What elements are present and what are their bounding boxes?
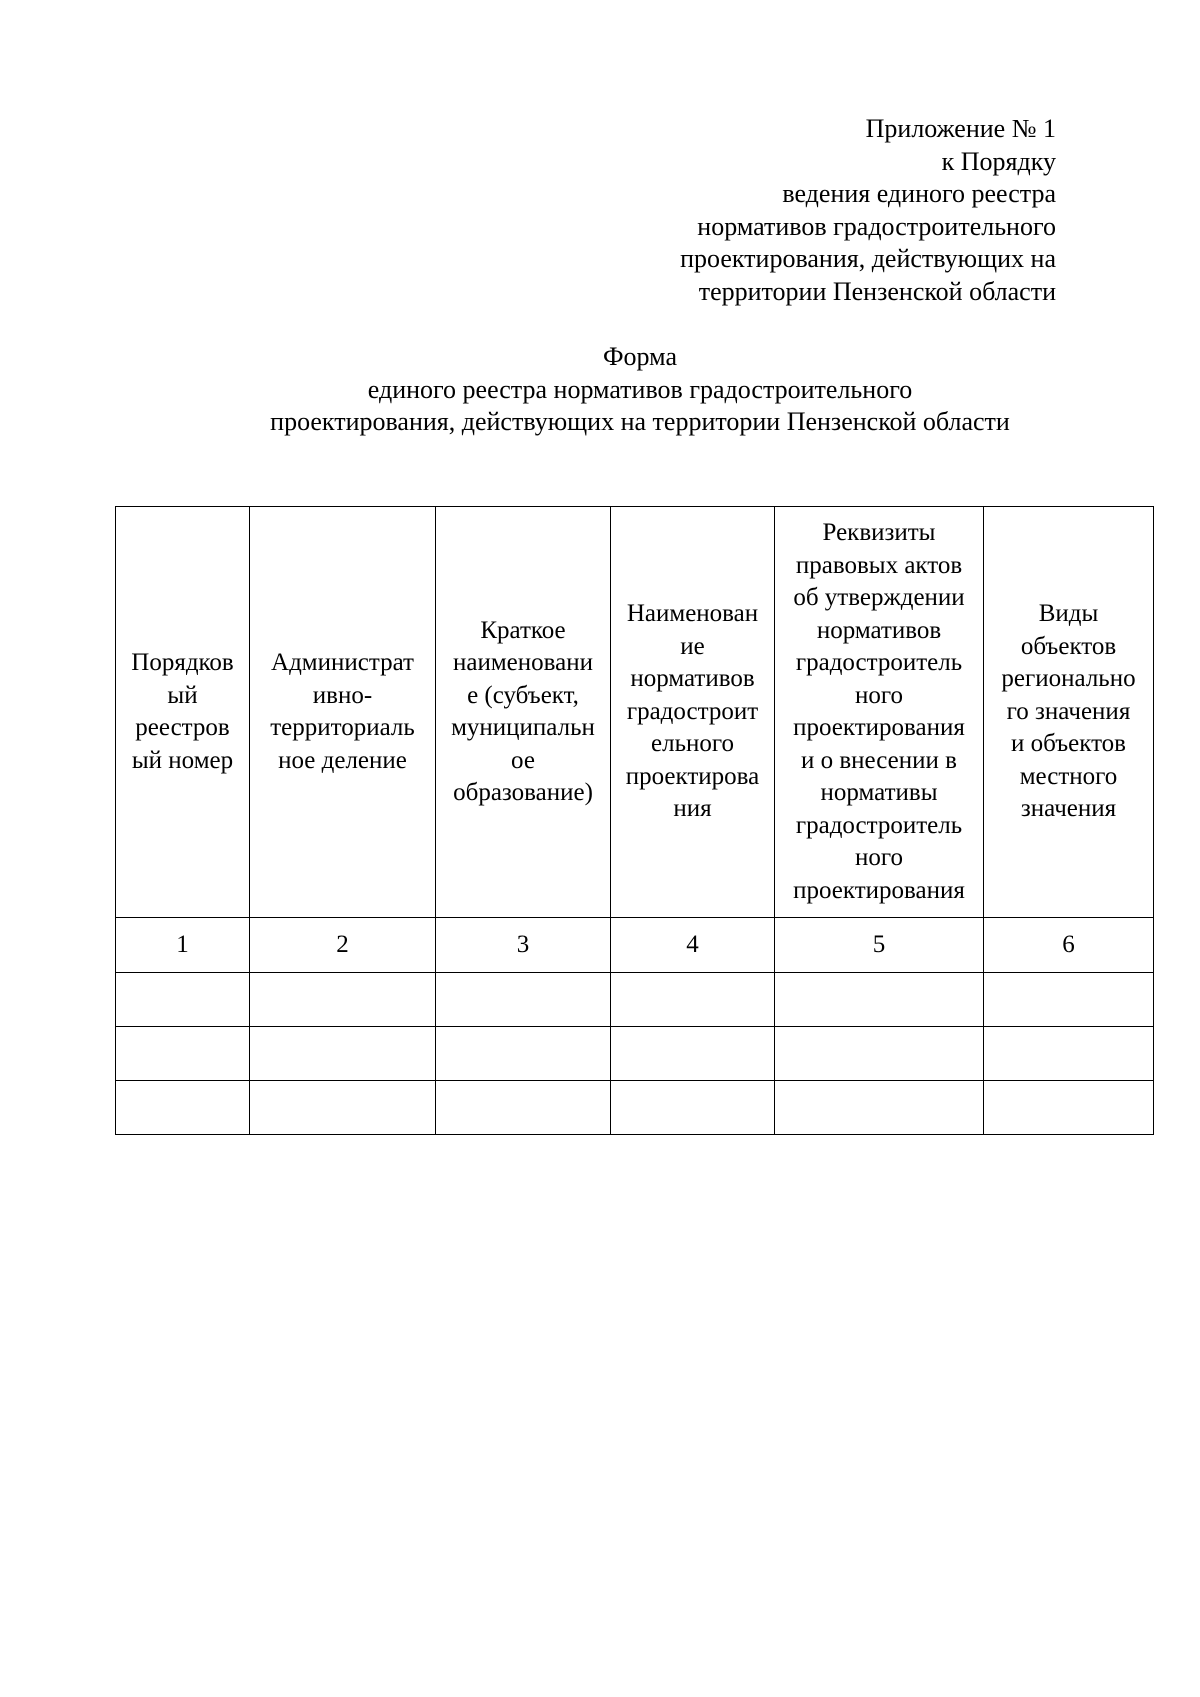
empty-cell[interactable] [250,1027,436,1081]
empty-cell[interactable] [611,1081,775,1135]
header-line: нормативы [820,779,938,806]
header-cell-short-name [436,507,611,918]
empty-cell[interactable] [611,973,775,1027]
header-line: Краткое [480,616,566,644]
table-row [116,1081,1154,1135]
header-line: территориаль [270,714,415,741]
header-line: ния [673,795,712,823]
header-line: проектирова [625,762,760,790]
header-line: и объектов [1011,730,1126,758]
header-line: ие [680,632,705,660]
header-line: градостроит [626,697,759,725]
appendix-line: проектирования, действующих на [680,244,1056,273]
header-line: реестров [135,714,230,741]
empty-cell[interactable] [984,1081,1154,1135]
header-line: образование) [453,779,593,806]
table-row [116,1027,1154,1081]
header-line: градостроитель [795,811,963,839]
form-title-line: проектирования, действующих на территории Пензенской области [270,407,1010,436]
header-line: ного [854,844,903,871]
header-line: ное деление [278,746,407,774]
header-line: регионально [1001,665,1136,693]
empty-cell[interactable] [250,1081,436,1135]
appendix-heading [356,113,1056,308]
column-number-cell: 4 [611,918,775,973]
empty-cell[interactable] [116,973,250,1027]
header-line: наименовани [453,649,593,676]
empty-cell[interactable] [116,1027,250,1081]
header-line: Порядков [131,649,234,676]
header-line: проектирования [793,876,965,904]
empty-cell[interactable] [436,1081,611,1135]
column-number-cell: 5 [775,918,984,973]
column-number-row [116,918,1154,973]
header-line: и о внесении в [801,746,957,774]
column-number-cell: 2 [250,918,436,973]
header-line: нормативов [816,616,942,644]
form-title-line: единого реестра нормативов градостроительного [367,374,913,404]
header-line: Реквизиты [822,519,936,546]
header-line: го значения [1006,697,1131,725]
header-line: значения [1020,795,1117,823]
header-line: объектов [1020,632,1117,660]
table-row [116,973,1154,1027]
empty-cell[interactable] [436,973,611,1027]
appendix-line: нормативов градостроительного [697,211,1056,241]
header-line: проектирования [793,714,965,741]
empty-cell[interactable] [984,1027,1154,1081]
header-line: ое [511,746,535,774]
registry-table [115,506,1154,1135]
header-line: местного [1019,762,1118,790]
empty-cell[interactable] [250,973,436,1027]
form-title-line: Форма [603,342,677,371]
appendix-line: к Порядку [941,146,1056,176]
header-line: градостроитель [795,649,963,676]
header-line: е (субъект, [467,681,579,709]
empty-cell[interactable] [775,973,984,1027]
header-cell-legal-acts [775,507,984,918]
header-line: ый номер [131,746,234,774]
header-cell-object-types [984,507,1154,918]
form-title [0,341,1200,439]
header-line: ного [854,681,903,709]
empty-cell[interactable] [984,973,1154,1027]
appendix-line: Приложение № 1 [865,114,1056,143]
empty-cell[interactable] [775,1027,984,1081]
empty-cell[interactable] [775,1081,984,1135]
header-cell-norms-name [611,507,775,918]
appendix-line: ведения единого реестра [782,179,1056,208]
empty-cell[interactable] [436,1027,611,1081]
header-line: нормативов [630,665,755,693]
header-cell-admin-division [250,507,436,918]
header-line: ый [167,681,198,709]
header-line: об утверждении [793,584,965,611]
column-number-cell: 1 [116,918,250,973]
header-line: Администрат [271,649,414,676]
header-line: правовых актов [795,551,963,579]
header-line: Наименован [626,600,759,628]
column-number-cell: 3 [436,918,611,973]
empty-cell[interactable] [611,1027,775,1081]
header-cell-registry-number [116,507,250,918]
header-line: Виды [1038,600,1099,628]
header-line: ельного [651,730,734,758]
table-header-row [116,507,1154,918]
header-line: муниципальн [451,714,595,741]
header-line: ивно- [312,681,373,709]
appendix-line: территории Пензенской области [698,276,1056,306]
empty-cell[interactable] [116,1081,250,1135]
column-number-cell: 6 [984,918,1154,973]
